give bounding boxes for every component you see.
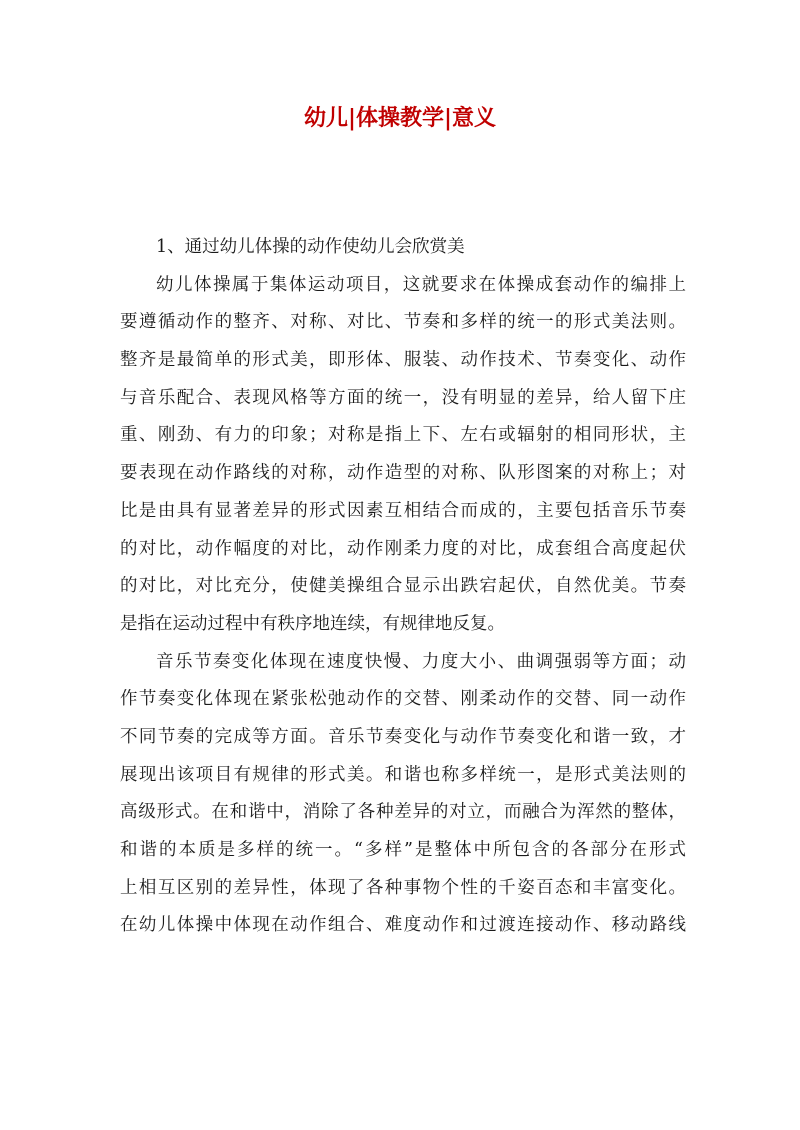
paragraph-line: 与音乐配合、表现风格等方面的统一，没有明显的差异，给人留下庄: [120, 387, 686, 408]
paragraph-line: 上相互区别的差异性，体现了各种事物个性的千姿百态和丰富变化。: [120, 877, 686, 898]
paragraph-line: 要表现在动作路线的对称，动作造型的对称、队形图案的对称上；对: [120, 463, 686, 484]
paragraph-line: 高级形式。在和谐中，消除了各种差异的对立，而融合为浑然的整体，: [120, 802, 686, 823]
paragraph-1: [120, 267, 686, 644]
document-title: 幼儿|体操教学|意义: [303, 105, 496, 131]
paragraph-line: 的对比，对比充分，使健美操组合显示出跌宕起伏，自然优美。节奏: [120, 576, 686, 597]
paragraph-line: 要遵循动作的整齐、对称、对比、节奏和多样的统一的形式美法则。: [120, 312, 686, 333]
paragraph-line: 比是由具有显著差异的形式因素互相结合而成的，主要包括音乐节奏: [120, 500, 686, 521]
section-heading: 1、通过幼儿体操的动作使幼儿会欣赏美: [156, 237, 465, 257]
paragraph-line: 和谐的本质是多样的统一。“多样”是整体中所包含的各部分在形式: [120, 840, 686, 860]
paragraph-line: 不同节奏的完成等方面。音乐节奏变化与动作节奏变化和谐一致，才: [120, 726, 686, 747]
paragraph-line: 音乐节奏变化体现在速度快慢、力度大小、曲调强弱等方面；动: [156, 651, 686, 672]
paragraph-line: 重、刚劲、有力的印象；对称是指上下、左右或辐射的相同形状，主: [120, 425, 686, 446]
paragraph-line: 的对比，动作幅度的对比，动作刚柔力度的对比，成套组合高度起伏: [120, 538, 686, 559]
paragraph-line: 是指在运动过程中有秩序地连续，有规律地反复。: [120, 613, 505, 634]
paragraph-line: 展现出该项目有规律的形式美。和谐也称多样统一，是形式美法则的: [120, 764, 686, 785]
document-body: [120, 229, 686, 945]
paragraph-line: 在幼儿体操中体现在动作组合、难度动作和过渡连接动作、移动路线: [120, 915, 686, 936]
paragraph-line: 幼儿体操属于集体运动项目，这就要求在体操成套动作的编排上: [156, 274, 686, 295]
paragraph-line: 整齐是最简单的形式美，即形体、服装、动作技术、节奏变化、动作: [120, 350, 686, 371]
paragraph-2: [120, 644, 686, 946]
paragraph-line: 作节奏变化体现在紧张松弛动作的交替、刚柔动作的交替、同一动作: [120, 689, 686, 710]
